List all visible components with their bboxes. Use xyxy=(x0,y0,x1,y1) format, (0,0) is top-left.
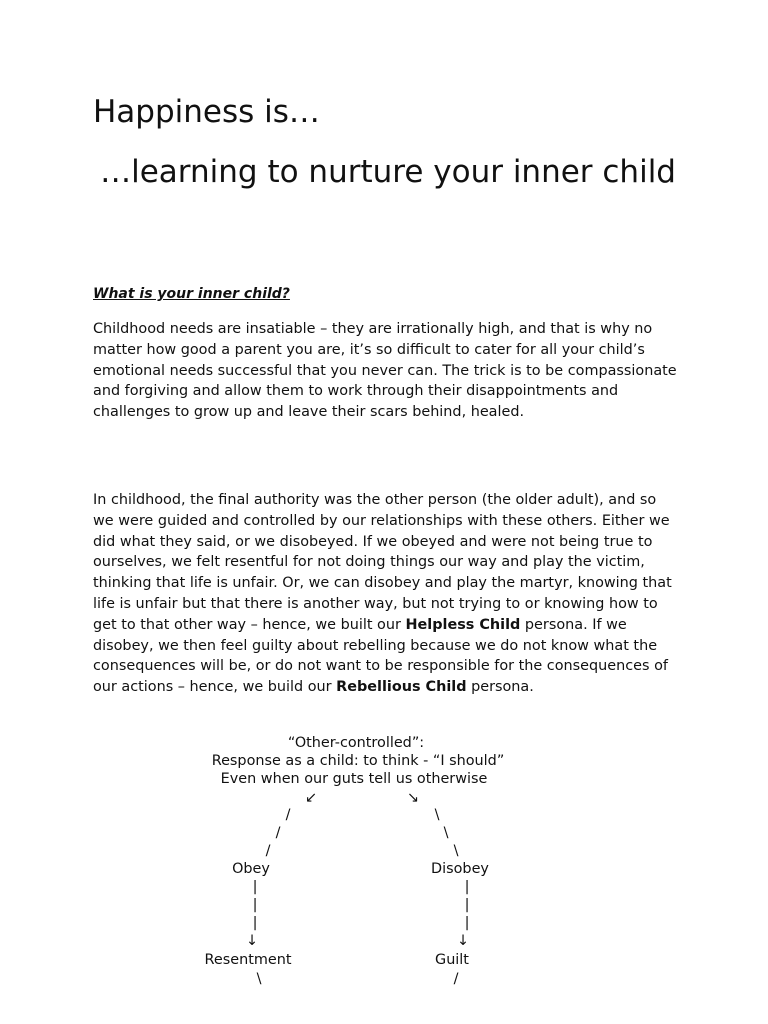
arrow-down-left-icon: ↙ xyxy=(304,790,318,806)
left-branch-line: / xyxy=(285,807,291,823)
right-stem-line: | xyxy=(464,879,470,895)
paragraph-2-text-3: persona. xyxy=(466,679,534,696)
guilt-node: Guilt xyxy=(435,952,469,968)
paragraph-1: Childhood needs are insatiable – they are irrationally high, and that is why no matter how good a parent you are, it’s so difficult to cater for all your child’s emotional needs successful that you never can. The trick is to be compassionate and forgiving and allow them to work through their disappointments and challenges to grow up and leave their scars behind, healed. xyxy=(93,321,677,421)
paragraph-2-text-1: In childhood, the final authority was the other person (the older adult), and so we were guided and controlled by our relationships with these others. Either we did what they said, or we disobeyed. If we obeyed and were not being true to ourselves, we felt resentful for not doing things our way and play the victim, thinking that life is unfair. Or, we can disobey and play the martyr, knowing that life is unfair but that there is another way, but not trying to or knowing how to get to that other way – hence, we built our xyxy=(93,492,672,633)
paragraph-2 xyxy=(93,490,679,698)
right-converge-line: / xyxy=(453,971,459,987)
left-stem-line: | xyxy=(252,879,258,895)
diagram-heading-2: Response as a child: to think - “I should” xyxy=(211,753,505,769)
document-subtitle: …learning to nurture your inner child xyxy=(100,154,676,190)
paragraph-2-text-2: persona. If we disobey, we then feel guilty about rebelling because we do not know what the consequences will be, or do not want to be responsible for the consequences of our actions – hence, we build our xyxy=(93,616,668,696)
right-stem-line: | xyxy=(464,915,470,931)
resentment-node: Resentment xyxy=(204,952,292,968)
document-title: Happiness is… xyxy=(93,94,320,130)
right-stem-line: | xyxy=(464,897,470,913)
right-branch-line: \ xyxy=(453,843,459,859)
right-branch-line: \ xyxy=(443,825,449,841)
left-stem-line: | xyxy=(252,897,258,913)
down-arrow-icon: ↓ xyxy=(456,933,470,949)
disobey-node: Disobey xyxy=(431,861,489,877)
diagram-heading-3: Even when our guts tell us otherwise xyxy=(220,771,488,787)
helpless-child-term: Helpless Child xyxy=(405,616,521,633)
left-converge-line: \ xyxy=(256,971,262,987)
down-arrow-icon: ↓ xyxy=(245,933,259,949)
diagram-heading-1: “Other-controlled”: xyxy=(287,735,425,751)
rebellious-child-term: Rebellious Child xyxy=(336,679,467,696)
section-heading: What is your inner child? xyxy=(93,286,290,302)
right-branch-line: \ xyxy=(434,807,440,823)
obey-node: Obey xyxy=(232,861,270,877)
left-branch-line: / xyxy=(275,825,281,841)
obey-disobey-diagram xyxy=(0,732,768,1024)
left-branch-line: / xyxy=(265,843,271,859)
arrow-down-right-icon: ↘ xyxy=(406,790,420,806)
left-stem-line: | xyxy=(252,915,258,931)
